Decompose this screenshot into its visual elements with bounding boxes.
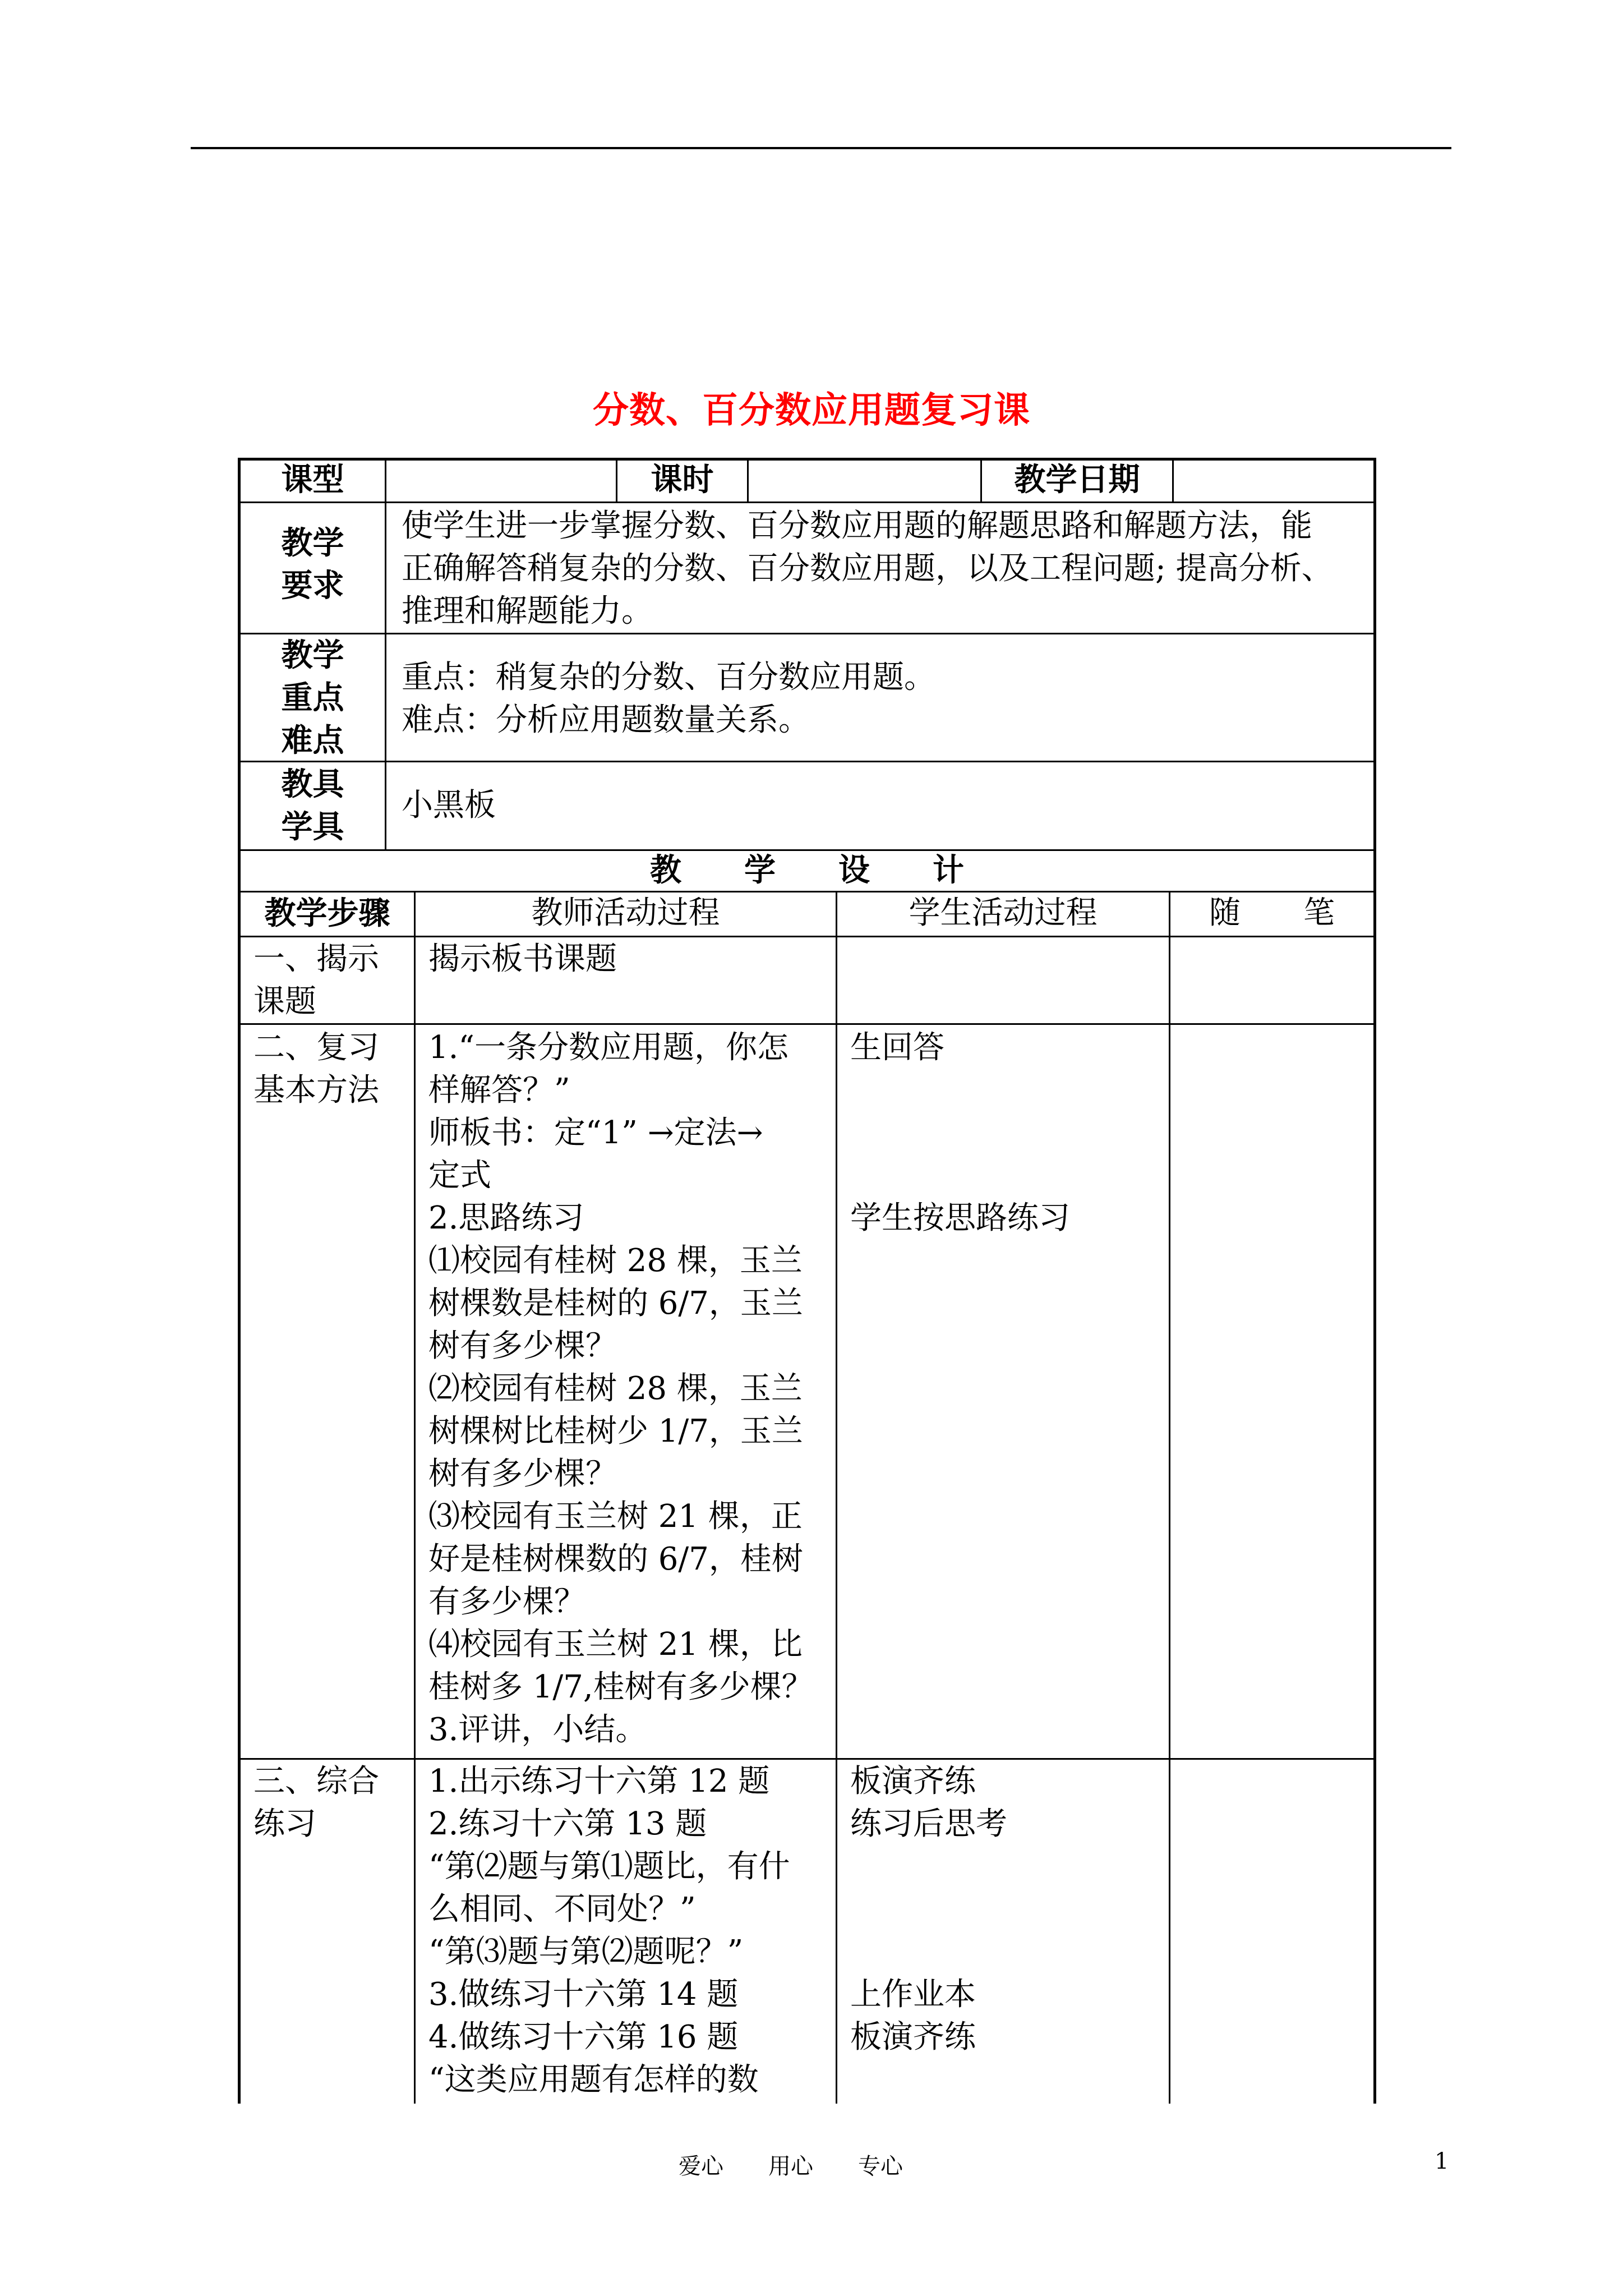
col-divider (414, 891, 416, 2104)
teaching-date-label: 教学日期 (1014, 461, 1140, 498)
row-divider (238, 501, 1376, 503)
table-row-3-step: 三、综合 练习 (253, 1763, 379, 1842)
col-divider (1169, 891, 1170, 2104)
table-border-right (1373, 458, 1376, 2104)
column-header-student: 学生活动过程 (909, 895, 1098, 931)
key-points-text: 重点：稍复杂的分数、百分数应用题。 难点：分析应用题数量关系。 (402, 659, 935, 738)
row-divider (238, 633, 1376, 634)
column-header-notes: 随 笔 (1209, 895, 1335, 931)
col-divider (385, 458, 386, 501)
row-divider (238, 1023, 1376, 1025)
table-row-2-student: 生回答 学生按思路练习 (850, 1029, 1070, 1236)
requirements-text: 使学生进一步掌握分数、百分数应用题的解题思路和解题方法，能 正确解答稍复杂的分数、百分数应用题，以及工程问题; 提高分析、 推理和解题能力。 (402, 508, 1333, 629)
tools-label: 教具 学具 (281, 766, 344, 845)
table-row-2-step: 二、复习 基本方法 (253, 1029, 379, 1108)
page-title: 分数、百分数应用题复习课 (593, 389, 1030, 431)
tools-text: 小黑板 (402, 787, 496, 823)
col-divider (385, 501, 386, 849)
design-header: 教 学 设 计 (650, 852, 964, 889)
table-row-1-teacher: 揭示板书课题 (428, 941, 617, 977)
col-divider (747, 458, 749, 501)
course-type-label: 课型 (281, 461, 344, 498)
requirements-label: 教学 要求 (281, 524, 344, 604)
table-border-top (238, 458, 1376, 461)
col-divider (836, 891, 837, 2104)
column-header-step: 教学步骤 (264, 895, 390, 932)
row-divider (238, 936, 1376, 937)
table-row-1-step: 一、揭示 课题 (253, 941, 379, 1020)
header-rule (191, 147, 1451, 149)
lesson-hours-label: 课时 (651, 461, 714, 498)
table-row-3-teacher: 1.出示练习十六第 12 题 2.练习十六第 13 题 “第⑵题与第⑴题比，有什 么相同、不同处？” “第⑶题与第⑵题呢？” 3.做练习十六第 14 题 4.做练习十六第 16 题 “这类应用题有怎样的数 (428, 1763, 790, 2098)
row-divider (238, 761, 1376, 762)
row-divider (238, 1758, 1376, 1760)
table-row-2-teacher: 1.“一条分数应用题，你怎 样解答？” 师板书：定“1” →定法→ 定式 2.思路练习 ⑴校园有桂树 28 棵，玉兰 树棵数是桂树的 6/7，玉兰 树有多少棵？ ⑵校园有桂树 28 棵，玉兰 树棵树比桂树少 1/7，玉兰 树有多少棵？ ⑶校园有玉兰树 21 棵，正 好是桂树棵数的 6/7，桂树 有多少棵？ ⑷校园有玉兰树 21 棵，比 桂树多 1/7,桂树有多少棵？ 3.评讲，小结。 (428, 1029, 813, 1748)
page-number: 1 (1435, 2148, 1449, 2174)
footer-motto: 爱心 用心 专心 (679, 2154, 903, 2179)
key-points-label: 教学 重点 难点 (281, 637, 344, 759)
table-row-3-student: 板演齐练 练习后思考 上作业本 板演齐练 (850, 1763, 1007, 2055)
column-header-teacher: 教师活动过程 (531, 895, 720, 931)
col-divider (1172, 458, 1174, 501)
